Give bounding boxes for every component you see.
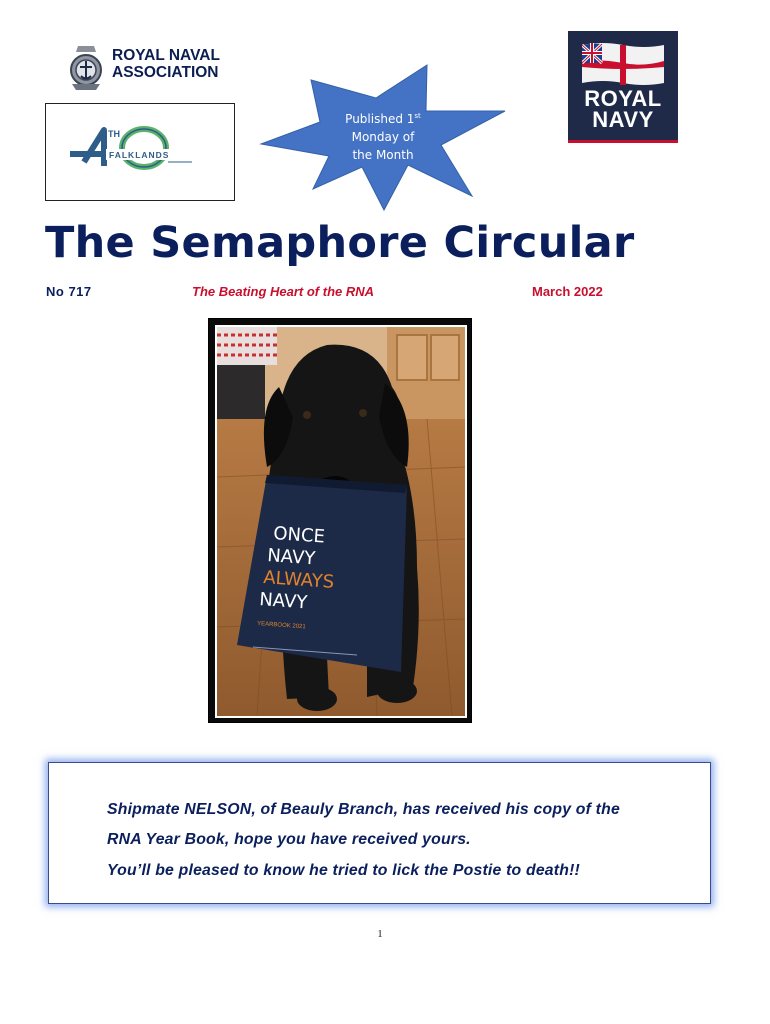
white-ensign-flag-icon bbox=[582, 41, 664, 87]
caption-line1: Shipmate NELSON, of Beauly Branch, has received his copy of the bbox=[107, 801, 620, 818]
rna-logo-line2: ASSOCIATION bbox=[112, 64, 219, 81]
yearbook-text-line1: ONCE bbox=[272, 523, 326, 548]
yearbook-text-line4: NAVY bbox=[258, 589, 308, 614]
royal-navy-line1: ROYAL bbox=[584, 86, 662, 111]
starburst-line2: Monday of bbox=[351, 130, 415, 144]
issue-number: No 717 bbox=[46, 284, 92, 299]
caption-box bbox=[48, 762, 711, 904]
royal-navy-logo bbox=[568, 31, 678, 143]
issue-date: March 2022 bbox=[532, 284, 603, 299]
yearbook-text-line3: ALWAYS bbox=[262, 567, 335, 593]
page-number: 1 bbox=[377, 928, 383, 940]
rna-logo-line1: ROYAL NAVAL bbox=[112, 47, 220, 64]
falklands-40th-logo-box bbox=[45, 103, 235, 201]
yearbook-text-line2: NAVY bbox=[266, 545, 316, 570]
royal-navy-line2: NAVY bbox=[592, 107, 654, 132]
starburst-line3: the Month bbox=[352, 148, 414, 162]
rna-logo bbox=[62, 38, 252, 94]
caption-line3: You’ll be pleased to know he tried to lick the Postie to death!! bbox=[107, 862, 581, 879]
tagline: The Beating Heart of the RNA bbox=[192, 284, 375, 299]
caption-line2: RNA Year Book, hope you have received yours. bbox=[107, 831, 471, 848]
published-starburst bbox=[258, 62, 508, 212]
dog-photo bbox=[215, 325, 467, 718]
page-title: The Semaphore Circular bbox=[45, 218, 635, 268]
royal-navy-red-bar bbox=[568, 140, 678, 143]
starburst-line1: Published 1st bbox=[345, 112, 421, 126]
falklands-40-icon bbox=[46, 104, 234, 200]
dog-with-yearbook-image bbox=[217, 327, 465, 716]
yearbook-subtitle: YEARBOOK 2021 bbox=[256, 621, 306, 631]
falklands-superscript: TH bbox=[108, 129, 120, 139]
dog-photo-frame bbox=[208, 318, 472, 723]
rna-crest-icon bbox=[66, 42, 106, 92]
falklands-label: FALKLANDS bbox=[109, 150, 170, 160]
